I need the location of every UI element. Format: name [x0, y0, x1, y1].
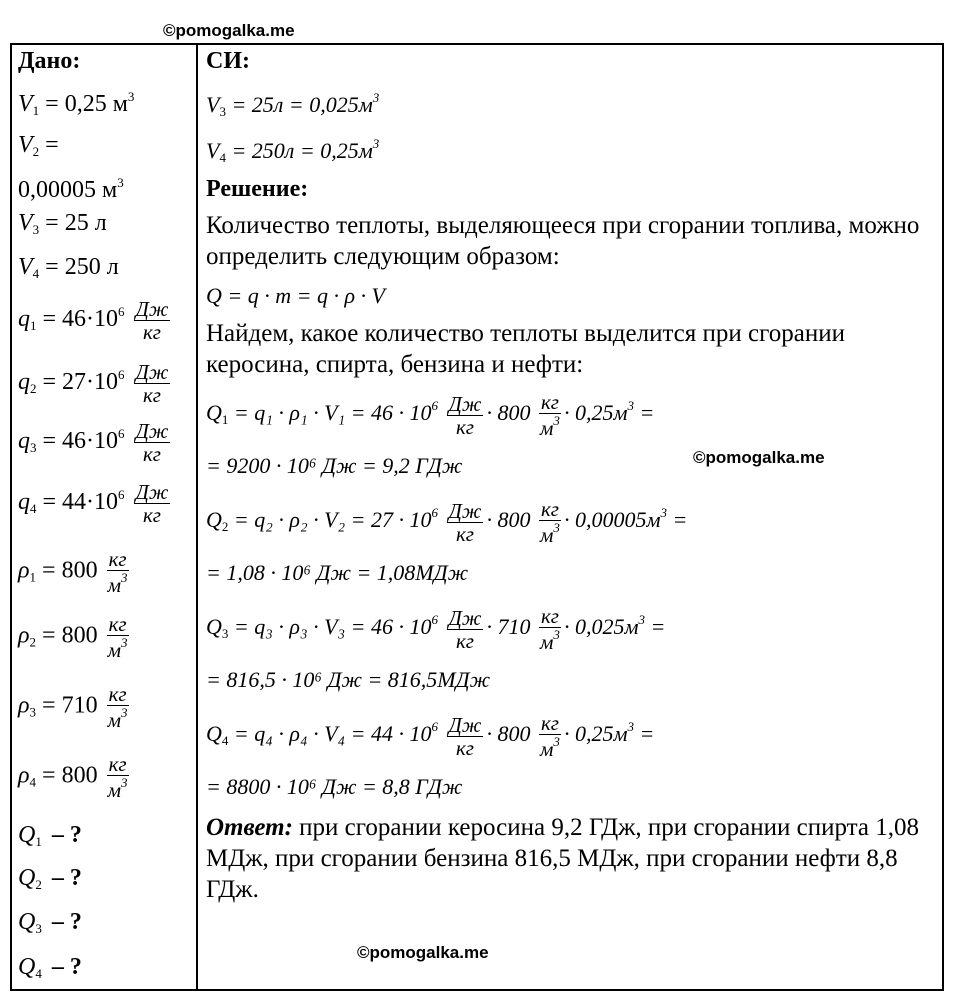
given-q3: $q_3 = 46\cdot 10^6$ $\frac{Дж}{кг}$ — [18, 419, 169, 467]
given-v2-value: 0,00005 $м^3$ — [18, 175, 124, 203]
answer — [206, 812, 926, 905]
given-header: Дано: — [18, 48, 81, 74]
watermark-top: ©pomogalka.me — [163, 21, 295, 40]
answer-text: при сгорании керосина 9,2 ГДж, при сгорании спирта 1,08 МДж, при сгорании бензина 816,5 МДж, при сгорании нефти 8,8 ГДж. — [206, 814, 919, 903]
unknown-q4: $Q_4$ – ? — [18, 954, 82, 981]
given-rho2: $\rho_2 = 800$ $\frac{кг}{м^3}$ — [18, 612, 128, 663]
si-v3: $V_3 = 25л = 0,025м^3$ — [206, 90, 380, 119]
eq-q2-line1: $Q_2 = q_2 \cdot \rho_2 \cdot V_2 = 27 \cdot 10^6$ $\frac{Дж}{кг}$ · 800 $\frac{кг}{м^3}$ · $0,00005м^3$ = — [206, 497, 688, 548]
eq-q3-line1: $Q_3 = q_3 \cdot \rho_3 \cdot V_3 = 46 \cdot 10^6$ $\frac{Дж}{кг}$ · 710 $\frac{кг}{м^3}$ · $0,025м^3$ = — [206, 604, 666, 655]
given-v1: $V_1 = 0,25$ $м^3$ — [18, 89, 135, 118]
answer-label: Ответ: — [206, 814, 293, 841]
given-rho4: $\rho_4 = 800$ $\frac{кг}{м^3}$ — [18, 752, 128, 803]
watermark-middle: ©pomogalka.me — [693, 448, 825, 467]
given-v4: $V_4 = 250$ л — [18, 254, 119, 281]
si-header: СИ: — [206, 48, 250, 74]
eq-q1-line1: $Q_1 = q_1 \cdot \rho_1 \cdot V_1 = 46 \cdot 10^6$ $\frac{Дж}{кг}$ · 800 $\frac{кг}{м^3}$ · $0,25м^3$ = — [206, 390, 655, 441]
column-divider — [196, 43, 198, 991]
eq-q3-result: = 816,5 · 10⁶ Дж = 816,5МДж — [206, 667, 491, 692]
eq-q4-result: = 8800 · 10⁶ Дж = 8,8 ГДж — [206, 774, 463, 799]
unknown-q2: $Q_2$ – ? — [18, 865, 82, 892]
given-v2: $V_2$ = — [18, 132, 59, 159]
solution-intro: Количество теплоты, выделяющееся при сгорании топлива, можно определить следующим образом: — [206, 212, 920, 270]
given-q2: $q_2 = 27\cdot 10^6$ $\frac{Дж}{кг}$ — [18, 360, 169, 408]
given-rho1: $\rho_1 = 800$ $\frac{кг}{м^3}$ — [18, 547, 128, 598]
general-formula: Q = q · m = q · ρ · V — [206, 283, 385, 308]
unknown-q1: $Q_1$ – ? — [18, 822, 82, 849]
given-q1: $q_1 = 46\cdot 10^6$ $\frac{Дж}{кг}$ — [18, 297, 169, 345]
given-rho3: $\rho_3 = 710$ $\frac{кг}{м^3}$ — [18, 682, 128, 733]
eq-q4-line1: $Q_4 = q_4 \cdot \rho_4 \cdot V_4 = 44 \cdot 10^6$ $\frac{Дж}{кг}$ · 800 $\frac{кг}{м^3}$ · $0,25м^3$ = — [206, 711, 655, 762]
unknown-q3: $Q_3$ – ? — [18, 909, 82, 936]
eq-q2-result: = 1,08 · 10⁶ Дж = 1,08МДж — [206, 560, 469, 585]
solution-step-text: Найдем, какое количество теплоты выделится при сгорании керосина, спирта, бензина и нефти: — [206, 320, 845, 378]
given-v3: $V_3 = 25$ л — [18, 210, 107, 237]
solution-header: Решение: — [206, 176, 309, 202]
si-v4: $V_4 = 250л = 0,25м^3$ — [206, 136, 380, 165]
eq-q1-result: = 9200 · 10⁶ Дж = 9,2 ГДж — [206, 453, 463, 478]
watermark-bottom: ©pomogalka.me — [357, 943, 489, 962]
given-q4: $q_4 = 44\cdot 10^6$ $\frac{Дж}{кг}$ — [18, 480, 169, 528]
